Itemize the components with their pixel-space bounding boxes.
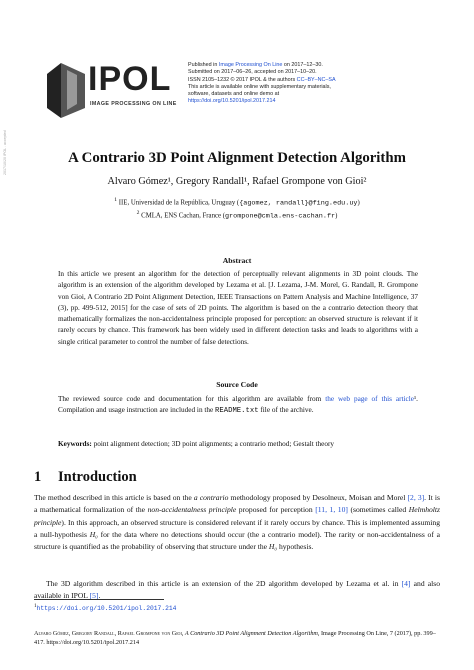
journal-link[interactable]: Image Processing On Line bbox=[218, 62, 283, 68]
email: {agomez, randall}@fing.edu.uy bbox=[239, 199, 358, 208]
citation-link[interactable]: [5] bbox=[89, 591, 99, 601]
footnote: $^1$https://doi.org/10.5201/ipol.2017.214 bbox=[34, 603, 177, 613]
page-footer: Alvaro Gómez, Gregory Randall, Rafael Grompone von Gioi, A Contrario 3D Point Alignment Detection Algorithm, Image Processing On Line, 7 (2017), pp. 399–417. https://doi.org/10.5201/ipol.2017.214 bbox=[34, 630, 436, 646]
affiliation-1: $^1$ IIE, Universidad de la República, Uruguay ({agomez, randall}@fing.edu.uy) bbox=[114, 197, 360, 208]
publication-info bbox=[188, 62, 433, 106]
affiliation-2: $^2$ CMLA, ENS Cachan, France (grompone@cmla.ens-cachan.fr) bbox=[136, 209, 338, 221]
keywords-label: Keywords: bbox=[58, 440, 92, 448]
side-stamp: 2017/10/20 IPOL ∙ accepted bbox=[3, 130, 7, 175]
abstract-heading: Abstract bbox=[222, 256, 252, 265]
pub-line: software, datasets and online demo at bbox=[188, 91, 280, 98]
doi-link[interactable]: https://doi.org/10.5201/ipol.2017.214 bbox=[188, 98, 276, 105]
email: grompone@cmla.ens-cachan.fr bbox=[224, 212, 336, 221]
paper-title: A Contrario 3D Point Alignment Detection Algorithm bbox=[68, 150, 406, 166]
logo-subtitle: IMAGE PROCESSING ON LINE bbox=[90, 101, 177, 107]
citation-link[interactable]: [2, 3] bbox=[407, 493, 425, 502]
section-heading: 1 Introduction bbox=[34, 469, 137, 485]
web-page-link[interactable]: the web page of this article bbox=[325, 395, 414, 403]
citation-link[interactable]: [4] bbox=[401, 579, 411, 588]
pub-line bbox=[188, 98, 433, 105]
license-link[interactable]: CC–BY–NC–SA bbox=[296, 76, 336, 83]
footnote-link[interactable]: https://doi.org/10.5201/ipol.2017.214 bbox=[36, 605, 177, 613]
pub-line: Submitted on 2017–06–26, accepted on 2017–10–20. bbox=[188, 69, 317, 76]
source-code-text: The reviewed source code and documentation for this algorithm are available from the web page of this article¹. Compilation and usage instruction are included in the README.txt file of the archive. bbox=[58, 395, 418, 416]
pub-line: ISSN 2105–1232 © 2017 IPOL & the authors CC–BY–NC–SA bbox=[188, 76, 336, 83]
affiliations bbox=[0, 196, 474, 222]
intro-paragraph-1: The method described in this article is based on the a contrario methodology proposed by Desolneux, Moisan and Morel [2, 3]. It is a mathematical formalization of the non-accidentalness principle proposed for perception [11, 1, 10] (sometimes called Helmholtz principle). In this approach, an observed structure is considered relevant if it rarely occurs by chance. This is implemented assuming a null-hypothesis H₀ for the data where no detections should occur (the a contrario model). The rarity or non-accidentalness of a structure is quantified as the probability of observing that structure under the H₀ hypothesis. bbox=[34, 493, 440, 552]
footnote-rule bbox=[34, 599, 164, 600]
logo-wordmark: IPOL bbox=[88, 60, 172, 98]
pub-line: Published in Image Processing On Line on 2017–12–30. bbox=[188, 62, 323, 68]
keywords: Keywords: point alignment detection; 3D point alignments; a contrario method; Gestalt theory bbox=[58, 440, 335, 448]
intro-paragraph-2: The 3D algorithm described in this article is an extension of the 2D algorithm developed by Lezama et al. in [4] and also available in IPOL [5]. bbox=[34, 579, 440, 601]
readme-filename: README.txt bbox=[215, 407, 259, 416]
source-code-heading: Source Code bbox=[216, 380, 258, 389]
pub-line: This article is available online with supplementary materials, bbox=[188, 83, 331, 90]
author-list: Alvaro Gómez¹, Gregory Randall¹, Rafael Grompone von Gioi² bbox=[107, 176, 367, 187]
citation-link[interactable]: [11, 1, 10] bbox=[315, 505, 348, 515]
abstract-text: In this article we present an algorithm for the detection of perceptually relevant alignments in 3D point clouds. The algorithm is an extension of the algorithm developed by Lezama et al. [J. Lezama, J-M. Morel, G. Randall, R. Grompone von Gioi, A Contrario 2D Point Alignment Detection, IEEE Transactions on Pattern Analysis and Machine Intelligence, 37 (3), pp. 499-512, 2015] for the case of sets of 2D points. The algorithm is based on the a contrario detection theory that mathematically formalizes the non-accidentalness principle proposed for perception: an observed structure is relevant if it rarely occurs by chance. This framework has been widely used in different detection tasks and leads to algorithms with a single critical parameter to control the number of false detections. bbox=[58, 270, 418, 346]
